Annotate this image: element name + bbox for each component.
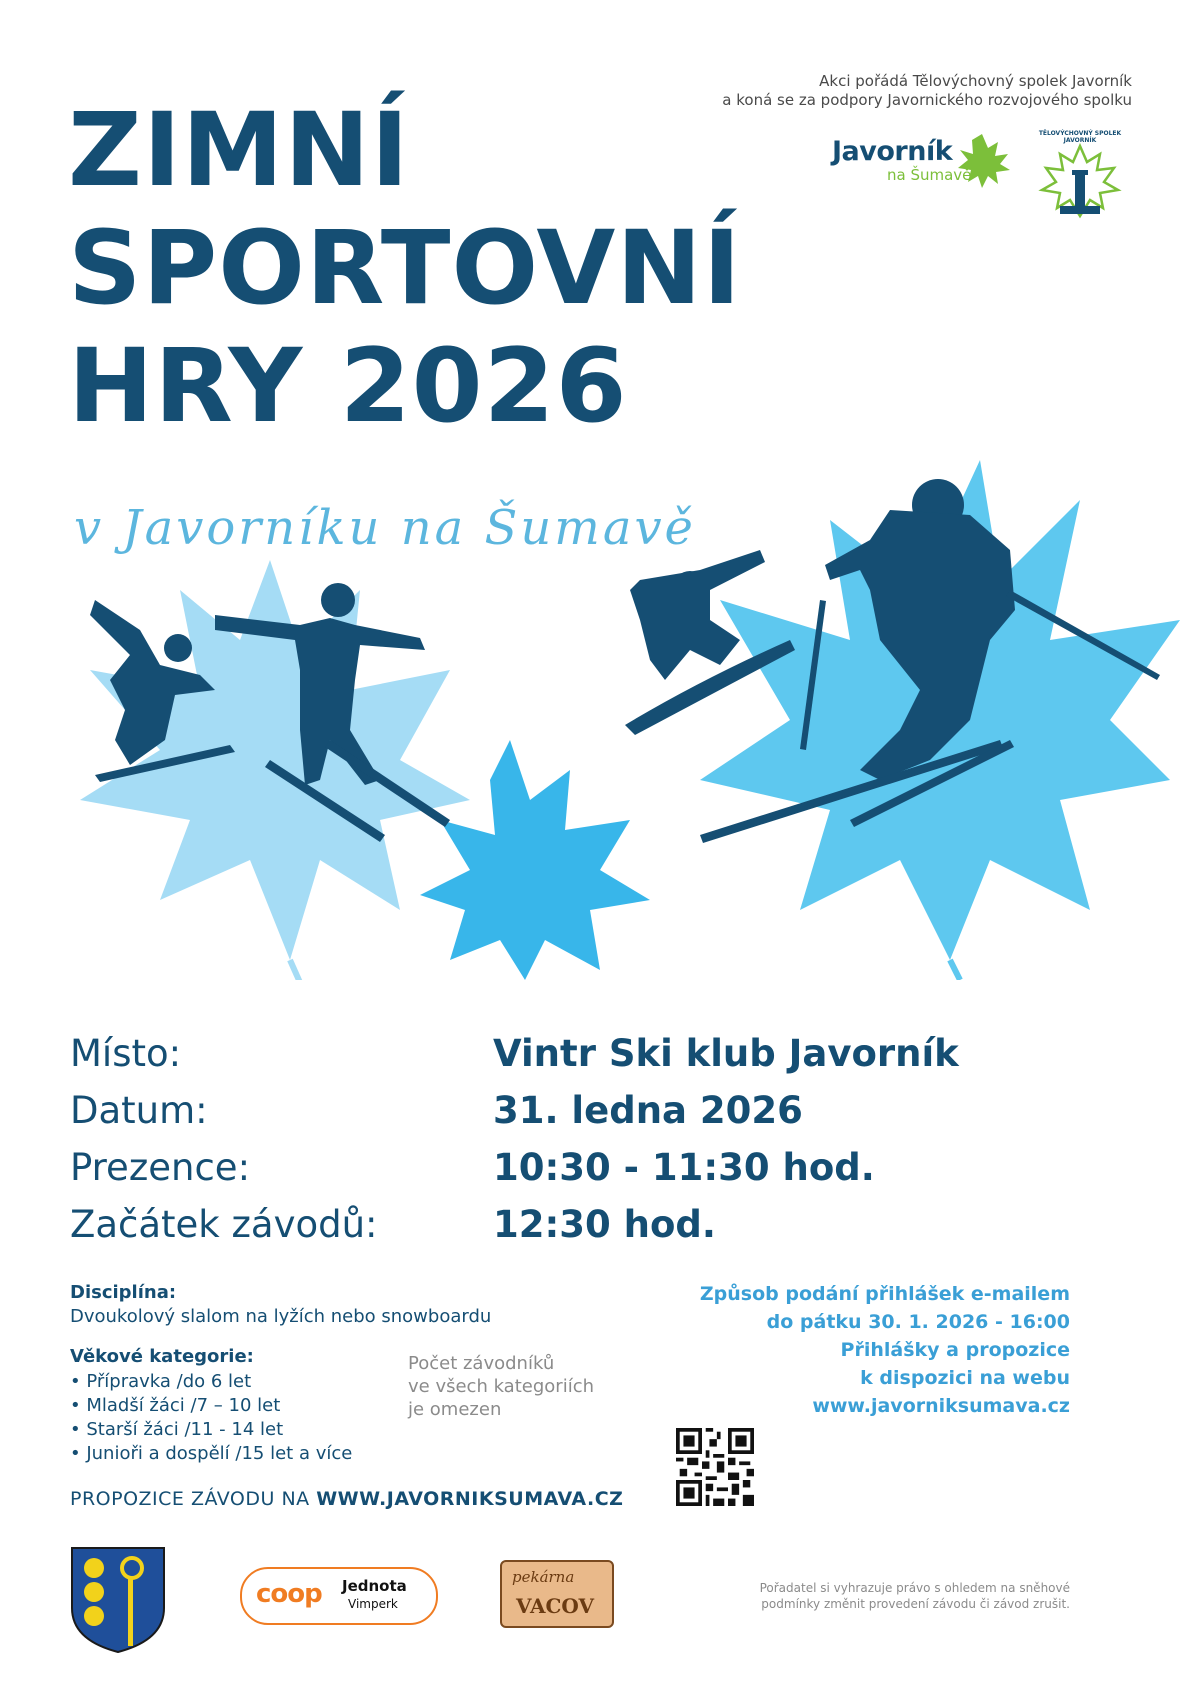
registration-website-link[interactable]: www.javorniksumava.cz [812, 1395, 1070, 1417]
vimperk-logo-text: Vimperk [348, 1597, 398, 1611]
javornik-logo-subtext: na Šumavě [887, 166, 972, 184]
javornik-logo [832, 130, 1022, 190]
coop-logo-text: coop [256, 1579, 322, 1609]
info-value-place: Vintr Ski klub Javorník [493, 1032, 959, 1075]
title-line-3: HRY 2026 [68, 327, 628, 446]
organizer-line-2: a koná se za podpory Javornického rozvojového spolku [722, 91, 1132, 109]
category-item: • Junioři a dospělí /15 let a více [70, 1442, 352, 1466]
title-line-2: SPORTOVNÍ [68, 209, 742, 328]
disclaimer-line: Pořadatel si vyhrazuje právo s ohledem na sněhové [759, 1581, 1070, 1595]
categories-heading: Věkové kategorie: [70, 1346, 254, 1367]
category-item: • Mladší žáci /7 – 10 let [70, 1394, 352, 1418]
registration-line: do pátku 30. 1. 2026 - 16:00 [766, 1311, 1070, 1333]
categories-list [70, 1370, 352, 1466]
info-value-date: 31. ledna 2026 [493, 1089, 803, 1132]
municipal-coat-of-arms [70, 1546, 166, 1654]
qr-code[interactable] [676, 1428, 754, 1506]
propozice-line [70, 1488, 623, 1510]
registration-line: Způsob podání přihlášek e-mailem [699, 1283, 1070, 1305]
jednota-logo-text: Jednota [342, 1577, 407, 1595]
limited-entries-note [408, 1352, 594, 1421]
registration-line: Přihlášky a propozice [840, 1339, 1070, 1361]
title-line-1: ZIMNÍ [68, 91, 410, 210]
info-label-date: Datum: [70, 1089, 208, 1132]
maple-leaf-left [80, 560, 470, 960]
propozice-prefix: PROPOZICE ZÁVODU NA [70, 1488, 317, 1510]
category-item: • Starší žáci /11 - 14 let [70, 1418, 352, 1442]
note-line: je omezen [408, 1399, 502, 1420]
discipline-heading: Disciplína: [70, 1282, 177, 1303]
note-line: ve všech kategoriích [408, 1376, 594, 1397]
lookout-tower-icon [1030, 136, 1130, 236]
info-value-start: 12:30 hod. [493, 1203, 716, 1246]
coop-jednota-logo [240, 1567, 438, 1625]
spolek-emblem-text: TĚLOVÝCHOVNÝ SPOLEK JAVORNÍK [1038, 130, 1122, 144]
organizer-note [722, 72, 1132, 110]
info-label-place: Místo: [70, 1032, 182, 1075]
propozice-website-link[interactable]: WWW.JAVORNIKSUMAVA.CZ [316, 1488, 624, 1510]
registration-info [700, 1280, 1070, 1420]
info-label-start: Začátek závodů: [70, 1203, 378, 1246]
note-line: Počet závodníků [408, 1353, 555, 1374]
organizer-line-1: Akci pořádá Tělovýchovný spolek Javorník [819, 72, 1132, 90]
discipline-text: Dvoukolový slalom na lyžích nebo snowboardu [70, 1306, 492, 1327]
info-label-registration: Prezence: [70, 1146, 251, 1189]
javornik-logo-text: Javorník [832, 136, 953, 167]
registration-line: k dispozici na webu [860, 1367, 1070, 1389]
disclaimer [760, 1580, 1070, 1612]
winter-sports-illustration [0, 440, 1200, 980]
spolek-emblem [1030, 130, 1130, 230]
info-value-registration: 10:30 - 11:30 hod. [493, 1146, 875, 1189]
pekarna-logo-text: pekárna [512, 1568, 575, 1586]
maple-leaf-center [420, 740, 650, 980]
vacov-logo-text: VACOV [516, 1594, 594, 1618]
event-subtitle: v Javorníku na Šumavě [74, 500, 696, 556]
disclaimer-line: podmínky změnit provedení závodu či závod zrušit. [761, 1597, 1070, 1611]
pekarna-vacov-logo [500, 1560, 614, 1628]
category-item: • Přípravka /do 6 let [70, 1370, 352, 1394]
event-title [68, 92, 742, 446]
